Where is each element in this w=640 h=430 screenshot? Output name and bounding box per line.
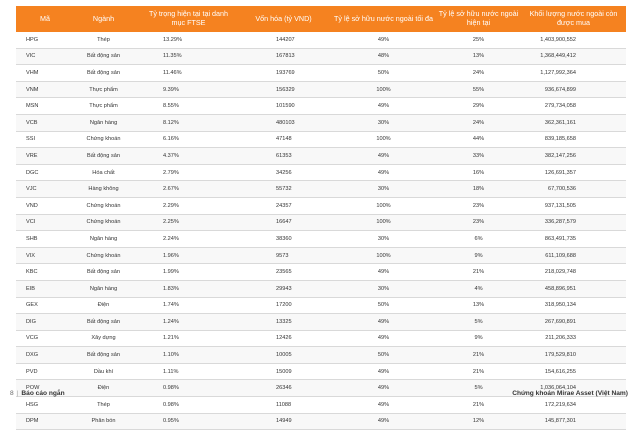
cell-ma: POW (16, 380, 66, 397)
cell-ty-trong: 0.95% (141, 413, 236, 430)
cell-ty-le-toi-da: 50% (331, 347, 436, 364)
header-ty-trong: Tỷ trọng hiện tại tại danh mục FTSE (141, 6, 236, 32)
cell-nganh: Xây dựng (66, 330, 141, 347)
cell-nganh: Bất động sản (66, 148, 141, 165)
cell-ty-trong: 1.21% (141, 330, 236, 347)
cell-von-hoa: 167813 (236, 48, 331, 65)
cell-ma: HPG (16, 32, 66, 48)
cell-ty-le-toi-da: 49% (331, 413, 436, 430)
cell-ty-le-hien-tai: 13% (436, 48, 521, 65)
cell-khoi-luong: 336,287,579 (521, 214, 626, 231)
cell-von-hoa: 38360 (236, 231, 331, 248)
header-nganh: Ngành (66, 6, 141, 32)
cell-von-hoa: 101590 (236, 98, 331, 115)
header-khoi-luong: Khối lượng nước ngoài còn được mua (521, 6, 626, 32)
cell-von-hoa: 11088 (236, 397, 331, 414)
cell-khoi-luong: 1,036,064,104 (521, 380, 626, 397)
cell-nganh: Ngân hàng (66, 231, 141, 248)
cell-ty-le-hien-tai: 5% (436, 380, 521, 397)
cell-ma: SSI (16, 131, 66, 148)
cell-von-hoa: 12426 (236, 330, 331, 347)
cell-ty-trong: 6.16% (141, 131, 236, 148)
cell-ty-le-hien-tai: 21% (436, 363, 521, 380)
cell-ty-trong: 8.12% (141, 114, 236, 131)
cell-ty-le-hien-tai: 29% (436, 98, 521, 115)
table-row (16, 413, 626, 430)
cell-khoi-luong: 611,109,688 (521, 247, 626, 264)
cell-nganh: Bất động sản (66, 48, 141, 65)
cell-khoi-luong: 839,185,658 (521, 131, 626, 148)
page-number: 8 (10, 390, 14, 397)
cell-ty-le-hien-tai: 9% (436, 330, 521, 347)
cell-khoi-luong: 1,403,900,552 (521, 32, 626, 48)
table-row (16, 81, 626, 98)
company-name: Chứng khoán Mirae Asset (Việt Nam) (512, 390, 628, 397)
cell-ty-le-toi-da: 49% (331, 314, 436, 331)
cell-ty-trong: 1.83% (141, 280, 236, 297)
header-von-hoa: Vốn hóa (tỷ VND) (236, 6, 331, 32)
cell-von-hoa: 193769 (236, 65, 331, 82)
cell-nganh: Bất động sản (66, 347, 141, 364)
cell-khoi-luong: 267,690,891 (521, 314, 626, 331)
cell-ty-le-toi-da: 49% (331, 330, 436, 347)
cell-khoi-luong: 382,147,256 (521, 148, 626, 165)
cell-ma: VNM (16, 81, 66, 98)
cell-nganh: Hóa chất (66, 164, 141, 181)
cell-ty-trong: 0.98% (141, 380, 236, 397)
ftse-holdings-table (16, 6, 626, 430)
cell-khoi-luong: 458,896,951 (521, 280, 626, 297)
table-header (16, 6, 626, 32)
cell-ty-le-toi-da: 49% (331, 164, 436, 181)
cell-ty-le-toi-da: 49% (331, 264, 436, 281)
cell-ty-le-hien-tai: 21% (436, 397, 521, 414)
cell-von-hoa: 144207 (236, 32, 331, 48)
cell-von-hoa: 34256 (236, 164, 331, 181)
cell-ma: HSG (16, 397, 66, 414)
cell-ma: SHB (16, 231, 66, 248)
cell-ty-le-toi-da: 100% (331, 247, 436, 264)
table-row (16, 264, 626, 281)
cell-ty-le-hien-tai: 33% (436, 148, 521, 165)
cell-ty-le-toi-da: 30% (331, 280, 436, 297)
table-row (16, 363, 626, 380)
cell-von-hoa: 29943 (236, 280, 331, 297)
cell-ty-le-hien-tai: 23% (436, 197, 521, 214)
cell-ty-le-hien-tai: 18% (436, 181, 521, 198)
cell-ty-trong: 1.99% (141, 264, 236, 281)
cell-ty-trong: 0.98% (141, 397, 236, 414)
cell-von-hoa: 10005 (236, 347, 331, 364)
cell-nganh: Thép (66, 397, 141, 414)
cell-ma: DXG (16, 347, 66, 364)
cell-ty-trong: 2.79% (141, 164, 236, 181)
cell-nganh: Thực phẩm (66, 81, 141, 98)
cell-ma: VRE (16, 148, 66, 165)
cell-nganh: Bất động sản (66, 264, 141, 281)
cell-nganh: Chứng khoán (66, 131, 141, 148)
header-row (16, 6, 626, 32)
cell-ma: VIX (16, 247, 66, 264)
table-row (16, 347, 626, 364)
cell-ty-le-toi-da: 30% (331, 181, 436, 198)
cell-von-hoa: 47148 (236, 131, 331, 148)
cell-ty-le-toi-da: 50% (331, 65, 436, 82)
cell-khoi-luong: 211,206,333 (521, 330, 626, 347)
cell-von-hoa: 55732 (236, 181, 331, 198)
table-body (16, 32, 626, 430)
header-ty-le-hien-tai: Tỷ lệ sở hữu nước ngoài hiện tại (436, 6, 521, 32)
cell-ty-le-hien-tai: 25% (436, 32, 521, 48)
table-row (16, 280, 626, 297)
cell-ty-le-hien-tai: 13% (436, 297, 521, 314)
cell-ty-le-hien-tai: 24% (436, 114, 521, 131)
cell-khoi-luong: 362,361,161 (521, 114, 626, 131)
header-ma: Mã (16, 6, 66, 32)
cell-ty-le-toi-da: 48% (331, 48, 436, 65)
cell-nganh: Ngân hàng (66, 280, 141, 297)
cell-khoi-luong: 1,127,992,364 (521, 65, 626, 82)
cell-ty-trong: 4.37% (141, 148, 236, 165)
table-row (16, 181, 626, 198)
cell-ty-le-toi-da: 49% (331, 397, 436, 414)
cell-ma: VCB (16, 114, 66, 131)
cell-nganh: Chứng khoán (66, 214, 141, 231)
table-row (16, 231, 626, 248)
cell-ty-le-hien-tai: 21% (436, 264, 521, 281)
cell-ty-le-hien-tai: 6% (436, 231, 521, 248)
cell-khoi-luong: 1,368,449,412 (521, 48, 626, 65)
cell-nganh: Bất động sản (66, 65, 141, 82)
table-row (16, 330, 626, 347)
cell-ty-le-hien-tai: 12% (436, 413, 521, 430)
cell-ty-le-toi-da: 30% (331, 231, 436, 248)
cell-ty-le-hien-tai: 44% (436, 131, 521, 148)
cell-ma: DPM (16, 413, 66, 430)
cell-nganh: Điện (66, 380, 141, 397)
cell-ma: KBC (16, 264, 66, 281)
cell-von-hoa: 15009 (236, 363, 331, 380)
cell-khoi-luong: 318,950,134 (521, 297, 626, 314)
cell-ty-le-toi-da: 49% (331, 380, 436, 397)
cell-khoi-luong: 936,674,899 (521, 81, 626, 98)
cell-ma: DGC (16, 164, 66, 181)
cell-nganh: Điện (66, 297, 141, 314)
cell-ty-le-hien-tai: 23% (436, 214, 521, 231)
cell-von-hoa: 16647 (236, 214, 331, 231)
cell-ty-le-hien-tai: 24% (436, 65, 521, 82)
table-row (16, 148, 626, 165)
cell-ty-le-hien-tai: 16% (436, 164, 521, 181)
cell-ty-le-hien-tai: 5% (436, 314, 521, 331)
cell-ty-le-toi-da: 100% (331, 81, 436, 98)
cell-ty-trong: 1.11% (141, 363, 236, 380)
footer-left (10, 390, 65, 397)
cell-nganh: Chứng khoán (66, 197, 141, 214)
page-footer (0, 388, 640, 402)
table-row (16, 32, 626, 48)
cell-ty-le-hien-tai: 21% (436, 347, 521, 364)
cell-nganh: Thép (66, 32, 141, 48)
cell-von-hoa: 480103 (236, 114, 331, 131)
table-row (16, 114, 626, 131)
table-row (16, 297, 626, 314)
cell-ma: VJC (16, 181, 66, 198)
cell-khoi-luong: 145,877,301 (521, 413, 626, 430)
cell-khoi-luong: 279,734,058 (521, 98, 626, 115)
cell-khoi-luong: 218,029,748 (521, 264, 626, 281)
cell-von-hoa: 156329 (236, 81, 331, 98)
cell-ty-trong: 1.10% (141, 347, 236, 364)
cell-ma: GEX (16, 297, 66, 314)
cell-ma: VCG (16, 330, 66, 347)
cell-ty-le-toi-da: 50% (331, 297, 436, 314)
table-row (16, 314, 626, 331)
cell-khoi-luong: 67,700,536 (521, 181, 626, 198)
cell-ty-le-toi-da: 49% (331, 32, 436, 48)
cell-khoi-luong: 126,691,357 (521, 164, 626, 181)
cell-ty-trong: 1.96% (141, 247, 236, 264)
cell-ty-trong: 1.24% (141, 314, 236, 331)
cell-nganh: Ngân hàng (66, 114, 141, 131)
cell-khoi-luong: 179,529,810 (521, 347, 626, 364)
cell-ty-le-hien-tai: 9% (436, 247, 521, 264)
cell-khoi-luong: 172,219,634 (521, 397, 626, 414)
cell-khoi-luong: 863,491,735 (521, 231, 626, 248)
cell-von-hoa: 17200 (236, 297, 331, 314)
cell-khoi-luong: 937,131,505 (521, 197, 626, 214)
table-row (16, 98, 626, 115)
cell-ty-le-toi-da: 49% (331, 98, 436, 115)
cell-nganh: Bất động sản (66, 314, 141, 331)
cell-nganh: Chứng khoán (66, 247, 141, 264)
cell-ty-le-hien-tai: 55% (436, 81, 521, 98)
cell-ty-trong: 2.25% (141, 214, 236, 231)
cell-von-hoa: 14949 (236, 413, 331, 430)
cell-ty-trong: 2.67% (141, 181, 236, 198)
cell-von-hoa: 9573 (236, 247, 331, 264)
table-row (16, 197, 626, 214)
cell-von-hoa: 61353 (236, 148, 331, 165)
cell-von-hoa: 23565 (236, 264, 331, 281)
table-row (16, 247, 626, 264)
cell-ma: EIB (16, 280, 66, 297)
cell-ty-le-toi-da: 30% (331, 114, 436, 131)
cell-ty-le-toi-da: 100% (331, 131, 436, 148)
cell-ma: PVD (16, 363, 66, 380)
cell-von-hoa: 24357 (236, 197, 331, 214)
cell-ty-le-toi-da: 49% (331, 148, 436, 165)
cell-nganh: Phân bón (66, 413, 141, 430)
cell-ma: VND (16, 197, 66, 214)
cell-von-hoa: 13325 (236, 314, 331, 331)
cell-nganh: Hàng không (66, 181, 141, 198)
cell-ma: MSN (16, 98, 66, 115)
cell-ma: VIC (16, 48, 66, 65)
cell-ty-trong: 2.24% (141, 231, 236, 248)
table-row (16, 131, 626, 148)
cell-ty-le-toi-da: 49% (331, 363, 436, 380)
cell-ty-trong: 9.39% (141, 81, 236, 98)
cell-ma: VHM (16, 65, 66, 82)
report-label: Báo cáo ngắn (21, 390, 65, 397)
cell-ty-trong: 8.55% (141, 98, 236, 115)
cell-ty-le-toi-da: 100% (331, 197, 436, 214)
header-ty-le-toi-da: Tỷ lệ sở hữu nước ngoài tối đa (331, 6, 436, 32)
table-row (16, 48, 626, 65)
table-row (16, 65, 626, 82)
cell-ma: DIG (16, 314, 66, 331)
cell-ty-trong: 11.35% (141, 48, 236, 65)
cell-von-hoa: 26346 (236, 380, 331, 397)
cell-ty-trong: 11.46% (141, 65, 236, 82)
cell-khoi-luong: 154,616,255 (521, 363, 626, 380)
table-row (16, 214, 626, 231)
cell-ty-trong: 1.74% (141, 297, 236, 314)
cell-ty-le-toi-da: 100% (331, 214, 436, 231)
cell-nganh: Thực phẩm (66, 98, 141, 115)
cell-nganh: Dầu khí (66, 363, 141, 380)
cell-ty-trong: 2.29% (141, 197, 236, 214)
cell-ty-trong: 13.29% (141, 32, 236, 48)
footer-separator: | (16, 390, 19, 397)
cell-ma: VCI (16, 214, 66, 231)
cell-ty-le-hien-tai: 4% (436, 280, 521, 297)
table-row (16, 164, 626, 181)
